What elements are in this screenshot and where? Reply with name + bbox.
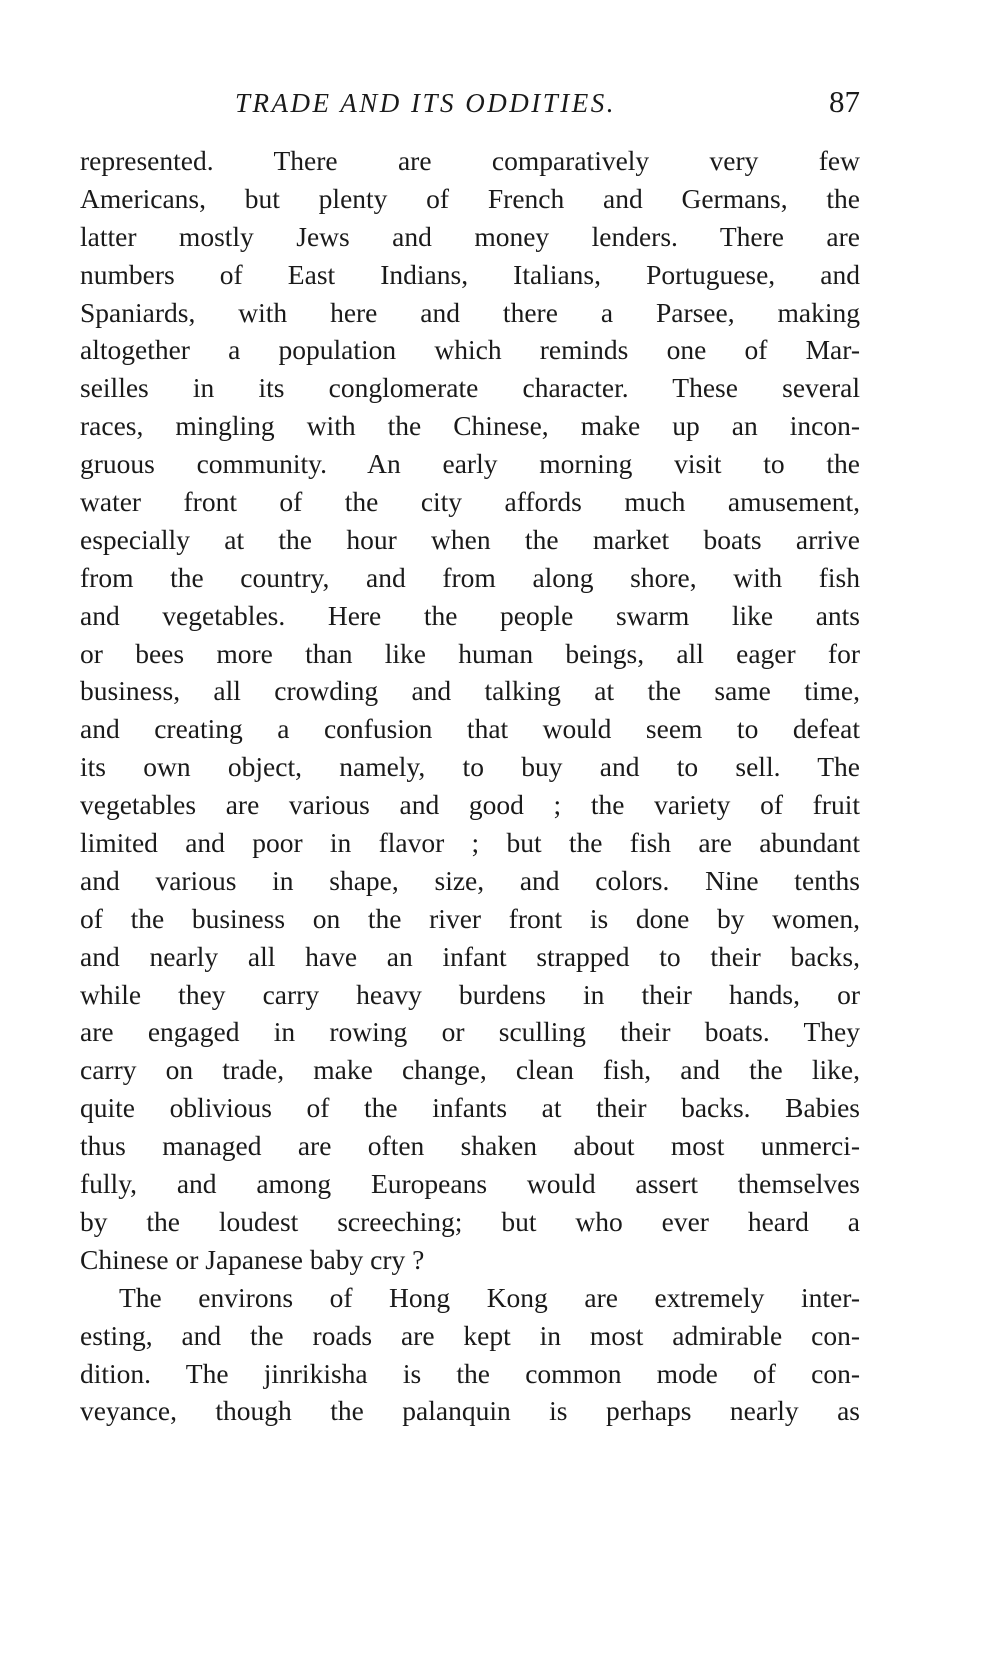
text-line: and nearly all have an infant strapped to their backs, bbox=[80, 940, 860, 972]
text-line: altogether a population which reminds one of Mar- bbox=[80, 334, 860, 366]
text-line: while they carry heavy burdens in their hands, or bbox=[80, 978, 860, 1010]
text-line: vegetables are various and good ; the variety of fruit bbox=[80, 789, 860, 821]
running-head bbox=[80, 84, 860, 128]
text-line: thus managed are often shaken about most unmerci- bbox=[80, 1130, 860, 1162]
text-line: Americans, but plenty of French and Germans, the bbox=[80, 182, 860, 214]
text-line: represented. There are comparatively very few bbox=[80, 145, 860, 176]
text-line: and vegetables. Here the people swarm like ants bbox=[80, 599, 860, 631]
text-line: limited and poor in flavor ; but the fish are abundant bbox=[80, 827, 860, 859]
text-line: seilles in its conglomerate character. These several bbox=[80, 372, 860, 404]
text-line: quite oblivious of the infants at their backs. Babies bbox=[80, 1092, 860, 1124]
text-line: and various in shape, size, and colors. Nine tenths bbox=[80, 864, 860, 896]
text-line: races, mingling with the Chinese, make up an incon- bbox=[80, 410, 860, 442]
text-line: of the business on the river front is done by women, bbox=[80, 902, 860, 934]
text-line: Spaniards, with here and there a Parsee, making bbox=[80, 296, 860, 328]
text-line: dition. The jinrikisha is the common mode of con- bbox=[80, 1357, 860, 1389]
text-line: esting, and the roads are kept in most admirable con- bbox=[80, 1319, 860, 1351]
text-line: from the country, and from along shore, with fish bbox=[80, 561, 860, 593]
page-number: 87 bbox=[829, 84, 860, 119]
text-line: gruous community. An early morning visit to the bbox=[80, 448, 860, 480]
text-line: carry on trade, make change, clean fish, and the like, bbox=[80, 1054, 860, 1086]
text-line: by the loudest screeching; but who ever heard a bbox=[80, 1205, 860, 1237]
text-line: or bees more than like human beings, all eager for bbox=[80, 637, 860, 669]
text-line: fully, and among Europeans would assert themselves bbox=[80, 1168, 860, 1200]
text-line: numbers of East Indians, Italians, Portuguese, and bbox=[80, 258, 860, 290]
text-line: water front of the city affords much amusement, bbox=[80, 486, 860, 518]
body-text bbox=[80, 142, 860, 1430]
text-line: especially at the hour when the market boats arrive bbox=[80, 523, 860, 555]
running-title: TRADE AND ITS ODDITIES. bbox=[235, 88, 616, 118]
text-line: are engaged in rowing or sculling their boats. They bbox=[80, 1016, 860, 1048]
text-line: and creating a confusion that would seem to defeat bbox=[80, 713, 860, 745]
text-line: latter mostly Jews and money lenders. There are bbox=[80, 220, 860, 252]
text-line: business, all crowding and talking at the same time, bbox=[80, 675, 860, 707]
text-line: The environs of Hong Kong are extremely inter- bbox=[119, 1281, 860, 1313]
text-line: its own object, namely, to buy and to sell. The bbox=[80, 751, 860, 783]
text-line: veyance, though the palanquin is perhaps nearly as bbox=[80, 1395, 860, 1427]
text-line: Chinese or Japanese baby cry ? bbox=[80, 1243, 425, 1275]
